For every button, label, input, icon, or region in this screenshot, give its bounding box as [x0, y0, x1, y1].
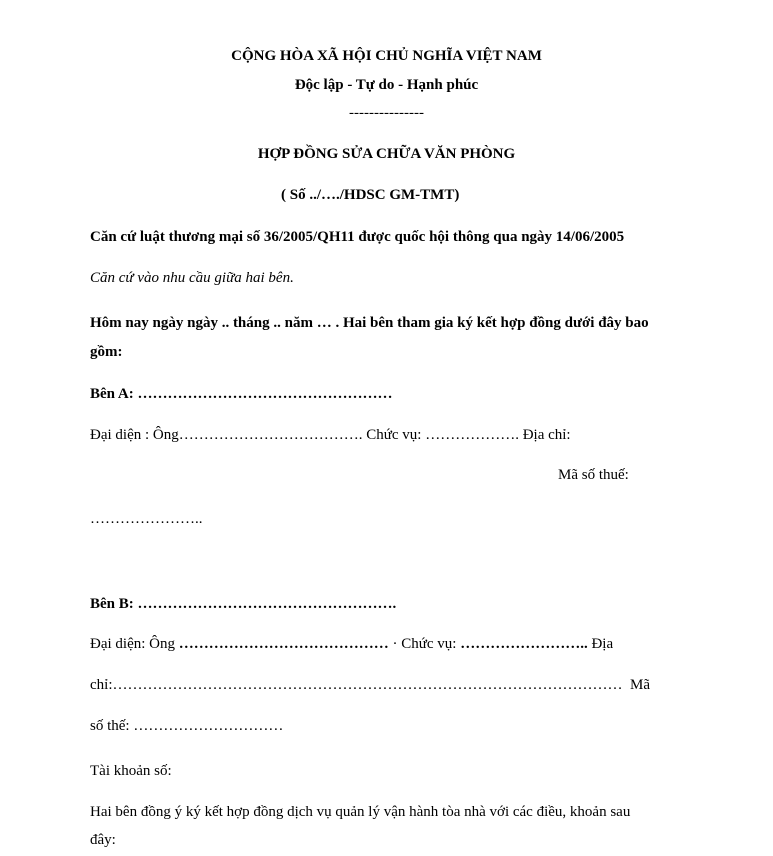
party-a-rep-line — [90, 427, 571, 444]
party-a-name-field: …………………………………………… — [137, 386, 393, 402]
party-b-line — [90, 596, 396, 613]
party-a-label: Bên A: — [90, 386, 138, 402]
party-b-rep-field: …………………………………… — [178, 636, 389, 652]
party-a-rep-label: Đại diện : Ông — [90, 427, 179, 443]
party-b-position-label: · Chức vụ: — [388, 636, 461, 652]
party-a-tax-field: ………………….. — [90, 511, 203, 527]
party-b-tax-line — [90, 718, 283, 735]
party-b-label: Bên B: — [90, 596, 138, 612]
party-a-rep-field: ………………………………. — [178, 427, 363, 443]
nation-heading: CỘNG HÒA XÃ HỘI CHỦ NGHĨA VIỆT NAM — [231, 48, 542, 64]
party-b-rep-label: Đại diện: Ông — [90, 636, 179, 652]
party-a-line — [90, 386, 393, 403]
intro-line-2: gồm: — [90, 344, 123, 360]
party-b-position-field: …………………….. — [460, 636, 588, 652]
contract-number: ( Số ../…./HDSC GM-TMT) — [281, 187, 460, 203]
header-divider: --------------- — [349, 105, 424, 121]
party-b-tax-word-1: Mã — [622, 677, 650, 693]
party-a-position-label: Chức vụ: — [362, 427, 426, 443]
contract-title: HỢP ĐỒNG SỬA CHỮA VĂN PHÒNG — [257, 146, 516, 162]
party-a-address-label: Địa chỉ: — [518, 427, 571, 443]
party-a-tax-label: Mã số thuế: — [558, 467, 629, 483]
agreement-line-2: đây: — [90, 832, 116, 848]
party-b-address-word-2: chỉ: — [90, 677, 113, 693]
motto: Độc lập - Tự do - Hạnh phúc — [294, 77, 479, 93]
party-b-address-word-1: Địa — [587, 636, 614, 652]
intro-line-1: Hôm nay ngày ngày .. tháng .. năm … . Hai bên tham gia ký kết hợp đồng dưới đây bao — [90, 315, 649, 331]
legal-basis: Căn cứ luật thương mại số 36/2005/QH11 được quốc hội thông qua ngày 14/06/2005 — [90, 229, 625, 245]
party-b-address-line — [90, 677, 650, 694]
party-b-name-field: ……………………………………………. — [137, 596, 397, 612]
party-b-address-field: ………………………………………………………………………………………… — [112, 677, 623, 693]
party-b-tax-field: ………………………… — [133, 718, 284, 734]
party-b-tax-word-2: số thế: — [90, 718, 134, 734]
party-a-position-field: ………………. — [425, 427, 519, 443]
party-b-rep-line — [90, 636, 613, 653]
needs-basis: Căn cứ vào nhu cầu giữa hai bên. — [90, 270, 294, 286]
party-b-account-label: Tài khoản số: — [90, 763, 172, 779]
agreement-line-1: Hai bên đồng ý ký kết hợp đồng dịch vụ quản lý vận hành tòa nhà với các điều, khoản sau — [90, 804, 631, 820]
